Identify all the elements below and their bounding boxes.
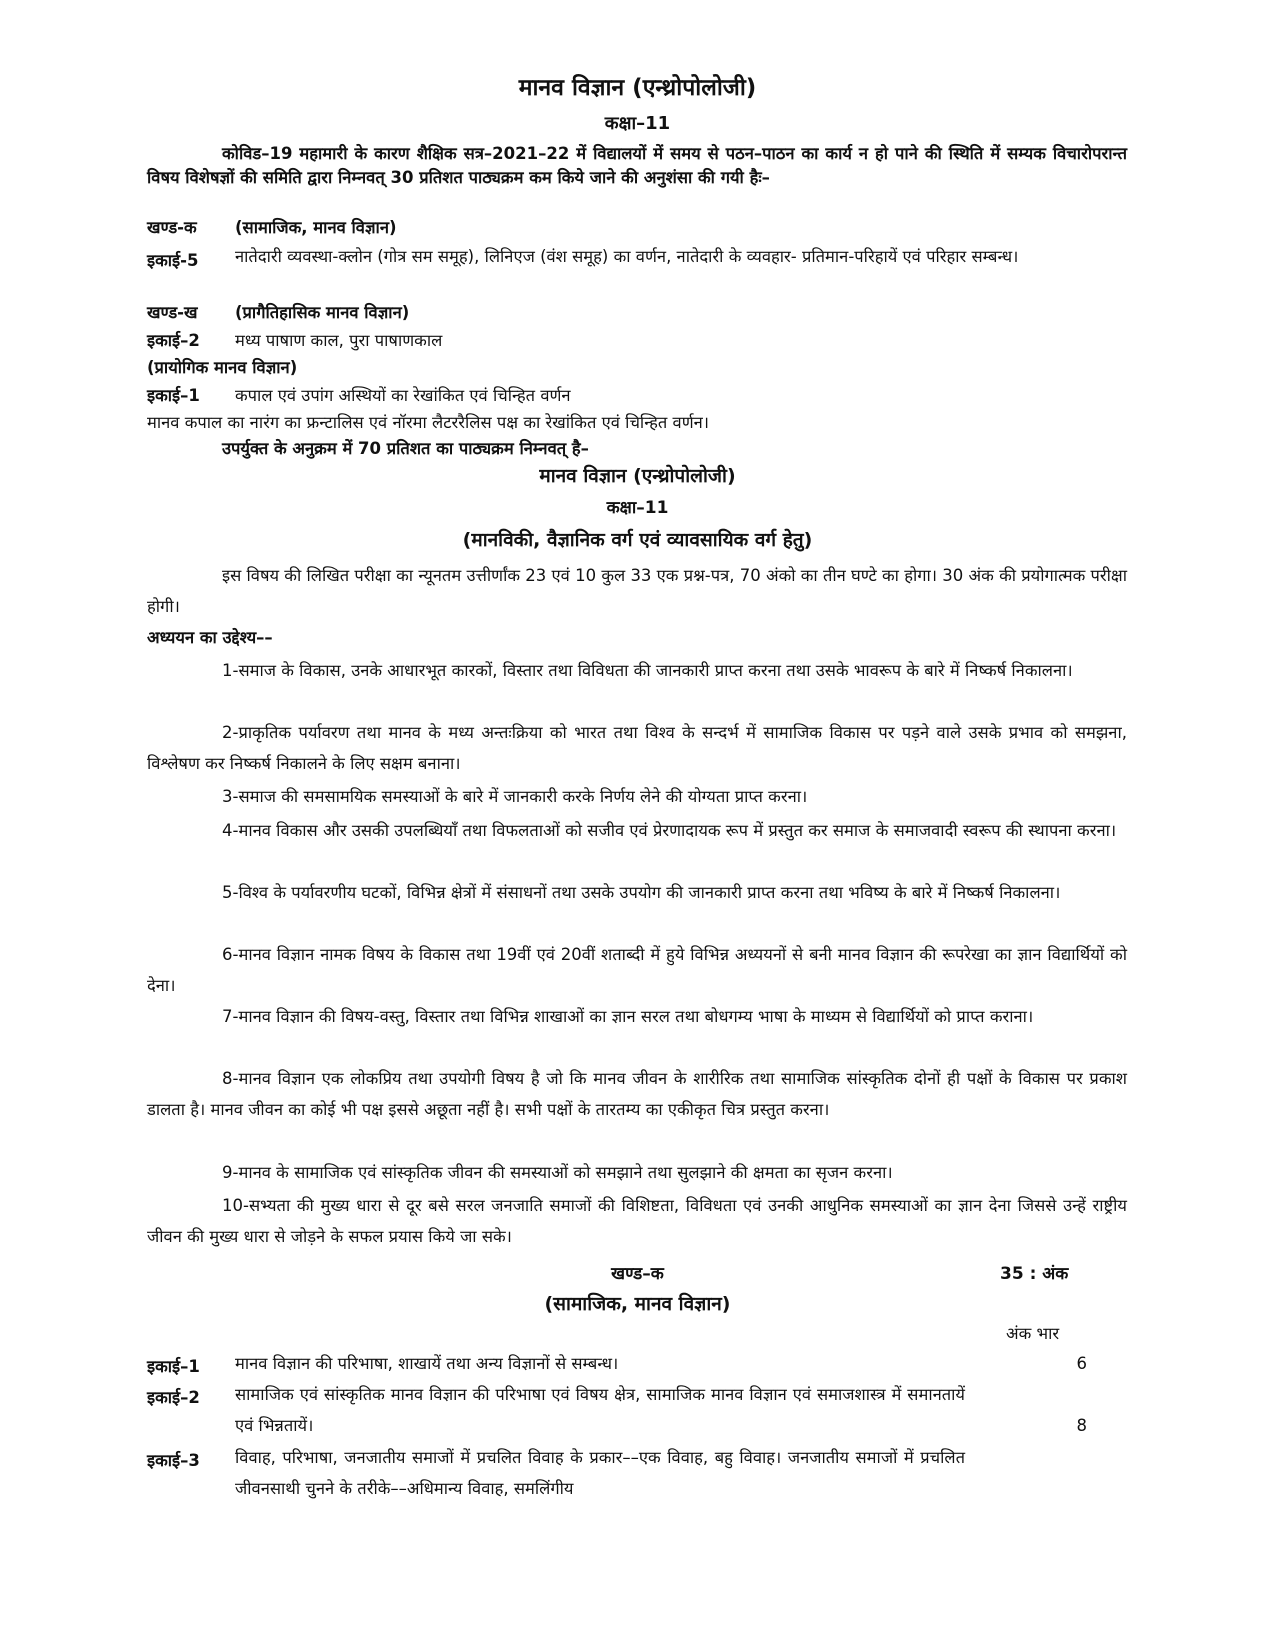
- objective-7: 7-मानव विज्ञान की विषय-वस्तु, विस्तार तथा विभिन्न शाखाओं का ज्ञान सरल तथा बोधगम्य भाषा के माध्यम से विद्यार्थियों को प्राप्त कराना।: [222, 1007, 1034, 1026]
- unit-text: मानव विज्ञान की परिभाषा, शाखायें तथा अन्य विज्ञानों से सम्बन्ध।: [235, 1354, 619, 1373]
- exam-paragraph: इस विषय की लिखित परीक्षा का न्यूनतम उत्तीर्णांक 23 एवं 10 कुल 33 एक प्रश्न-पत्र, 70 अंको का तीन घण्टे का होगा। 30 अंक की प्रयोगात्मक परीक्षा होगी।: [147, 566, 1127, 616]
- section-marks: 35 : अंक: [1000, 1264, 1069, 1284]
- practical-heading: (प्रायोगिक मानव विज्ञान): [147, 358, 298, 377]
- objective-9: 9-मानव के सामाजिक एवं सांस्कृतिक जीवन की समस्याओं को समझाने तथा सुलझाने की क्षमता का सृजन करना।: [222, 1163, 893, 1182]
- syllabus-unit-1: [147, 1348, 1127, 1380]
- unit-label: इकाई-5: [147, 251, 199, 270]
- practical-line: मानव कपाल का नारंग का फ्रन्टालिस एवं नॉरमा लैटररैलिस पक्ष का रेखांकित एवं चिन्हित वर्णन।: [147, 413, 710, 432]
- unit-label: इकाई–1: [147, 386, 200, 405]
- reduced-unit-2: [147, 331, 442, 351]
- objective-2: 2-प्राकृतिक पर्यावरण तथा मानव के मध्य अन्तःक्रिया को भारत तथा विश्व के सन्दर्भ में सामाजिक विकास पर पड़ने वाले उसके प्रभाव को समझना, विश्लेषण कर निष्कर्ष निकालने के लिए सक्षम बनाना।: [147, 723, 1127, 773]
- reduced-unit-5: [147, 244, 1127, 296]
- transition-line: उपर्युक्त के अनुक्रम में 70 प्रतिशत का पाठ्यक्रम निम्नवत् है–: [222, 439, 589, 458]
- unit-text: नातेदारी व्यवस्था-क्लोन (गोत्र सम समूह), लिनिएज (वंश समूह) का वर्णन, नातेदारी के व्यवहार- प्रतिमान-परिहायें एवं परिहार सम्बन्ध।: [235, 247, 1019, 266]
- unit-label: इकाई–2: [147, 1388, 200, 1407]
- syllabus-subtitle: (मानविकी, वैज्ञानिक वर्ग एवं व्यावसायिक वर्ग हेतु): [462, 529, 813, 551]
- unit-label: इकाई–3: [147, 1451, 200, 1470]
- khand-a-label: खण्ड-क: [147, 218, 197, 237]
- khand-b-heading: [147, 303, 409, 323]
- section-title: (सामाजिक, मानव विज्ञान): [544, 1293, 731, 1315]
- objective-5: 5-विश्व के पर्यावरणीय घटकों, विभिन्न क्षेत्रों में संसाधनों तथा उसके उपयोग की जानकारी प्राप्त करना तथा भविष्य के बारे में निष्कर्ष निकालना।: [222, 883, 1061, 902]
- syllabus-unit-3: [147, 1442, 1127, 1506]
- objective-6: 6-मानव विज्ञान नामक विषय के विकास तथा 19वीं एवं 20वीं शताब्दी में हुये विभिन्न अध्ययनों से बनी मानव विज्ञान की रूपरेखा का ज्ञान विद्यार्थियों को देना।: [147, 945, 1127, 995]
- objective-3: 3-समाज की समसामयिक समस्याओं के बारे में जानकारी करके निर्णय लेने की योग्यता प्राप्त करना।: [222, 787, 808, 806]
- unit-text: सामाजिक एवं सांस्कृतिक मानव विज्ञान की परिभाषा एवं विषय क्षेत्र, सामाजिक मानव विज्ञान एवं समाजशास्त्र में समानतायें एवं भिन्नतायें।: [235, 1385, 965, 1435]
- objectives-heading: अध्ययन का उद्देश्य––: [147, 628, 273, 647]
- unit-label: इकाई–2: [147, 331, 200, 350]
- unit-marks: 8: [1076, 1416, 1087, 1435]
- unit-marks: 6: [1076, 1354, 1087, 1373]
- objective-4: 4-मानव विकास और उसकी उपलब्धियाँ तथा विफलताओं को सजीव एवं प्रेरणादायक रूप में प्रस्तुत कर समाज के समाजवादी स्वरूप की स्थापना करना।: [222, 821, 1117, 840]
- khand-a-title: (सामाजिक, मानव विज्ञान): [235, 218, 397, 237]
- unit-text: कपाल एवं उपांग अस्थियों का रेखांकित एवं चिन्हित वर्णन: [235, 386, 571, 405]
- objective-8: 8-मानव विज्ञान एक लोकप्रिय तथा उपयोगी विषय है जो कि मानव जीवन के शारीरिक तथा सामाजिक सांस्कृतिक दोनों ही पक्षों के विकास पर प्रकाश डालता है। मानव जीवन का कोई भी पक्ष इससे अछूता नहीं है। सभी पक्षों के तारतम्य का एकीकृत चित्र प्रस्तुत करना।: [147, 1069, 1127, 1119]
- objective-10: 10-सभ्यता की मुख्य धारा से दूर बसे सरल जनजाति समाजों की विशिष्टता, विविधता एवं उनकी आधुनिक समस्याओं का ज्ञान देना जिससे उन्हें राष्ट्रीय जीवन की मुख्य धारा से जोड़ने के सफल प्रयास किये जा सके।: [147, 1196, 1127, 1246]
- page-title: मानव विज्ञान (एन्थ्रोपोलोजी): [518, 75, 757, 101]
- unit-text: मध्य पाषाण काल, पुरा पाषाणकाल: [235, 331, 443, 350]
- weight-header: अंक भार: [1006, 1324, 1060, 1343]
- reduced-unit-1: [147, 386, 571, 406]
- unit-text: विवाह, परिभाषा, जनजातीय समाजों में प्रचलित विवाह के प्रकार––एक विवाह, बहु विवाह। जनजातीय समाजों में प्रचलित जीवनसाथी चुनने के तरीके––अधिमान्य विवाह, समलिंगीय: [235, 1448, 965, 1498]
- khand-b-title: (प्रागैतिहासिक मानव विज्ञान): [235, 303, 410, 322]
- khand-b-label: खण्ड-ख: [147, 303, 198, 322]
- syllabus-class: कक्षा–11: [606, 498, 669, 518]
- khand-a-heading: [147, 218, 397, 238]
- unit-label: इकाई–1: [147, 1357, 200, 1376]
- section-heading: खण्ड–क: [611, 1264, 664, 1284]
- objective-1: 1-समाज के विकास, उनके आधारभूत कारकों, विस्तार तथा विविधता की जानकारी प्राप्त करना तथा उसके भावरूप के बारे में निष्कर्ष निकालना।: [222, 661, 1073, 680]
- intro-paragraph: कोविड–19 महामारी के कारण शैक्षिक सत्र–2021–22 में विद्यालयों में समय से पठन–पाठन का कार्य न हो पाने की स्थिति में सम्यक विचारोपरान्त विषय विशेषज्ञों की समिति द्वारा निम्नवत् 30 प्रतिशत पाठ्यक्रम कम किये जाने की अनुशंसा की गयी हैः–: [147, 144, 1127, 187]
- syllabus-unit-2: [147, 1379, 1127, 1443]
- class-heading: कक्षा–11: [604, 113, 671, 134]
- syllabus-title: मानव विज्ञान (एन्थ्रोपोलोजी): [539, 465, 736, 487]
